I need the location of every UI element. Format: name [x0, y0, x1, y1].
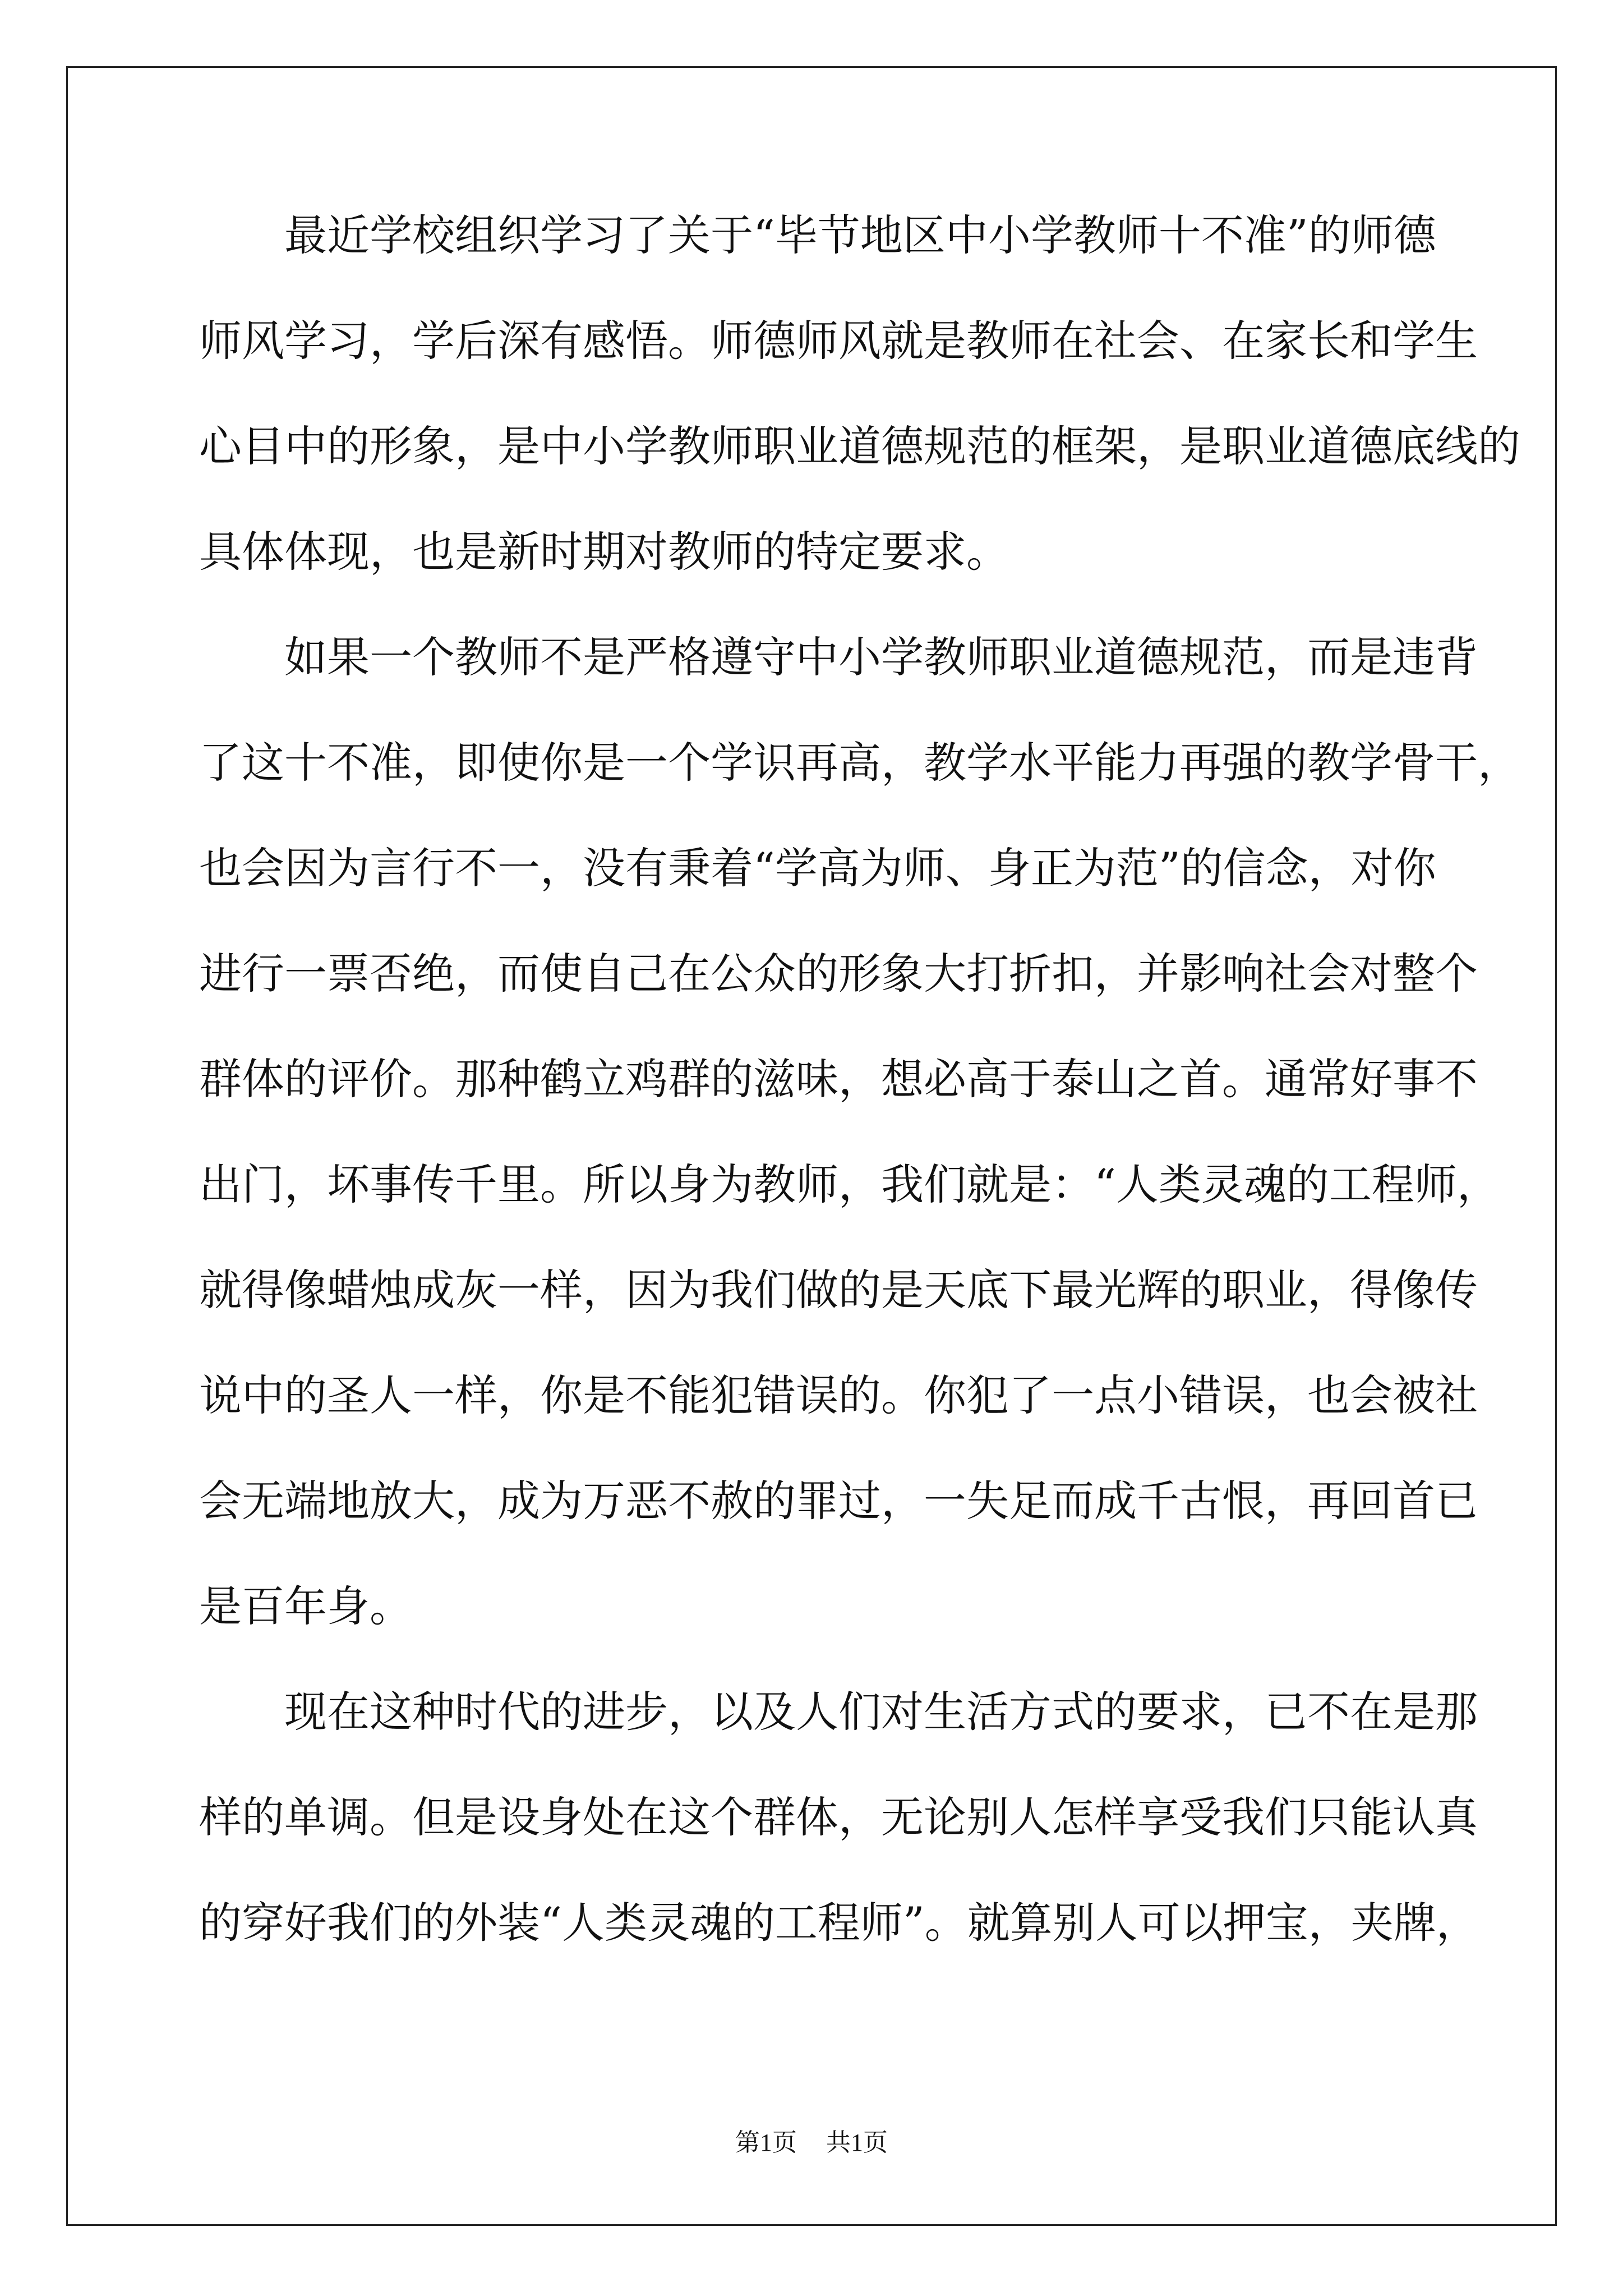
paragraph-3-line-2: 样的单调。但是设身处在这个群体，无论别人怎样享受我们只能认真 — [199, 1792, 1478, 1842]
paragraph-3-line-1: 现在这种时代的进步，以及人们对生活方式的要求，已不在是那 — [284, 1687, 1478, 1737]
paragraph-1-line-1: 最近学校组织学习了关于“毕节地区中小学教师十不准”的师德 — [284, 210, 1436, 260]
paragraph-2-line-7: 就得像蜡烛成灰一样，因为我们做的是天底下最光辉的职业，得像传 — [199, 1265, 1478, 1315]
paragraph-2-line-2: 了这十不准，即使你是一个学识再高，教学水平能力再强的教学骨干， — [199, 738, 1520, 788]
paragraph-1-line-2: 师风学习，学后深有感悟。师德师风就是教师在社会、在家长和学生 — [199, 316, 1478, 366]
paragraph-3-line-3: 的穿好我们的外装“人类灵魂的工程师”。就算别人可以押宝，夹牌， — [199, 1898, 1479, 1948]
paragraph-1-line-4: 具体体现，也是新时期对教师的特定要求。 — [199, 527, 1009, 577]
page-total: 共1页 — [826, 2129, 888, 2156]
paragraph-2-line-10: 是百年身。 — [199, 1581, 412, 1631]
paragraph-2-line-8: 说中的圣人一样，你是不能犯错误的。你犯了一点小错误，也会被社 — [199, 1370, 1478, 1420]
document-body — [199, 208, 1520, 2000]
paragraph-2-line-4: 进行一票否绝，而使自己在公众的形象大打折扣，并影响社会对整个 — [199, 949, 1478, 999]
paragraph-2-line-3: 也会因为言行不一，没有秉着“学高为师、身正为范”的信念，对你 — [199, 843, 1436, 893]
paragraph-2-line-6: 出门，坏事传千里。所以身为教师，我们就是：“人类灵魂的工程师， — [199, 1159, 1500, 1209]
page-number: 第1页 — [735, 2129, 797, 2156]
paragraph-2-line-9: 会无端地放大，成为万恶不赦的罪过，一失足而成千古恨，再回首已 — [199, 1476, 1478, 1526]
page-footer — [0, 2126, 1623, 2160]
paragraph-2-line-5: 群体的评价。那种鹤立鸡群的滋味，想必高于泰山之首。通常好事不 — [199, 1054, 1478, 1104]
paragraph-1-line-3: 心目中的形象，是中小学教师职业道德规范的框架，是职业道德底线的 — [199, 421, 1520, 471]
paragraph-2-line-1: 如果一个教师不是严格遵守中小学教师职业道德规范，而是违背 — [284, 632, 1478, 682]
